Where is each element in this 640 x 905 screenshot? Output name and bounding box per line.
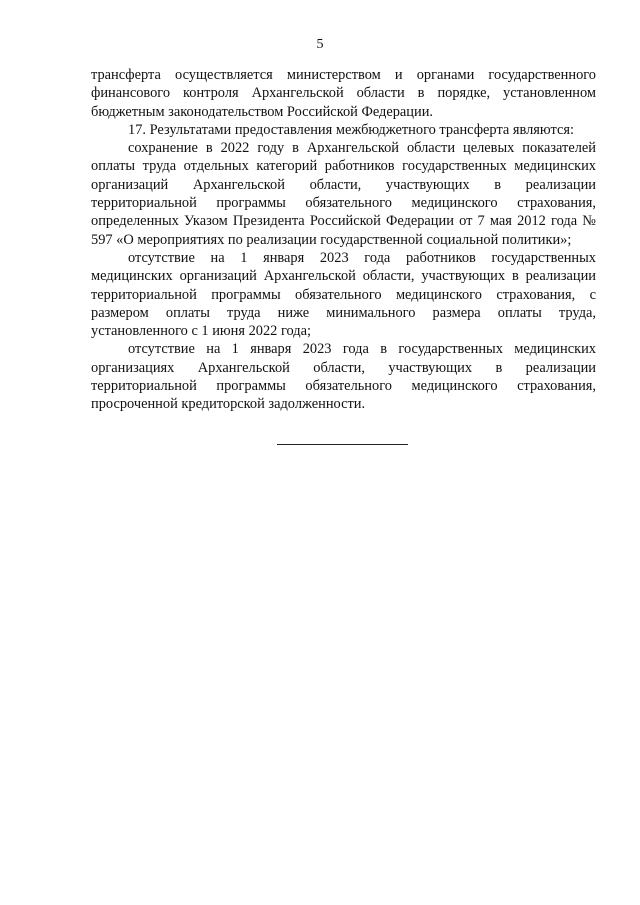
paragraph-transfer-control: трансферта осуществляется министерством и органами государственного финансового контроля Архангельской области в порядке, установленном бюджетным законодательством Российской Федерации. (91, 67, 596, 120)
paragraph-result-salary-targets: сохранение в 2022 году в Архангельской области целевых показателей оплаты труда отдельных категорий работников государственных медицинских организаций Архангельской области, участвующих в реализации территориальной программы обязательного медицинского страхования, определенных Указом Президента Российской Федерации от 7 мая 2012 года № 597 «О мероприятиях по реализации государственной социальной политики»; (91, 140, 596, 248)
end-separator-line (277, 444, 408, 445)
paragraph-item-17: 17. Результатами предоставления межбюджетного трансферта являются: (128, 121, 574, 138)
document-body (91, 66, 596, 414)
paragraph-result-minimum-wage: отсутствие на 1 января 2023 года работников государственных медицинских организаций Архангельской области, участвующих в реализации территориальной программы обязательного медицинского страхования, с размером оплаты труда ниже минимального размера оплаты труда, установленного с 1 июня 2022 года; (91, 249, 596, 340)
paragraph-result-no-overdue-debt: отсутствие на 1 января 2023 года в государственных медицинских организациях Архангельской области, участвующих в реализации территориальной программы обязательного медицинского страхования, просроченной кредиторской задолженности. (91, 341, 596, 413)
page-number: 5 (316, 37, 324, 52)
